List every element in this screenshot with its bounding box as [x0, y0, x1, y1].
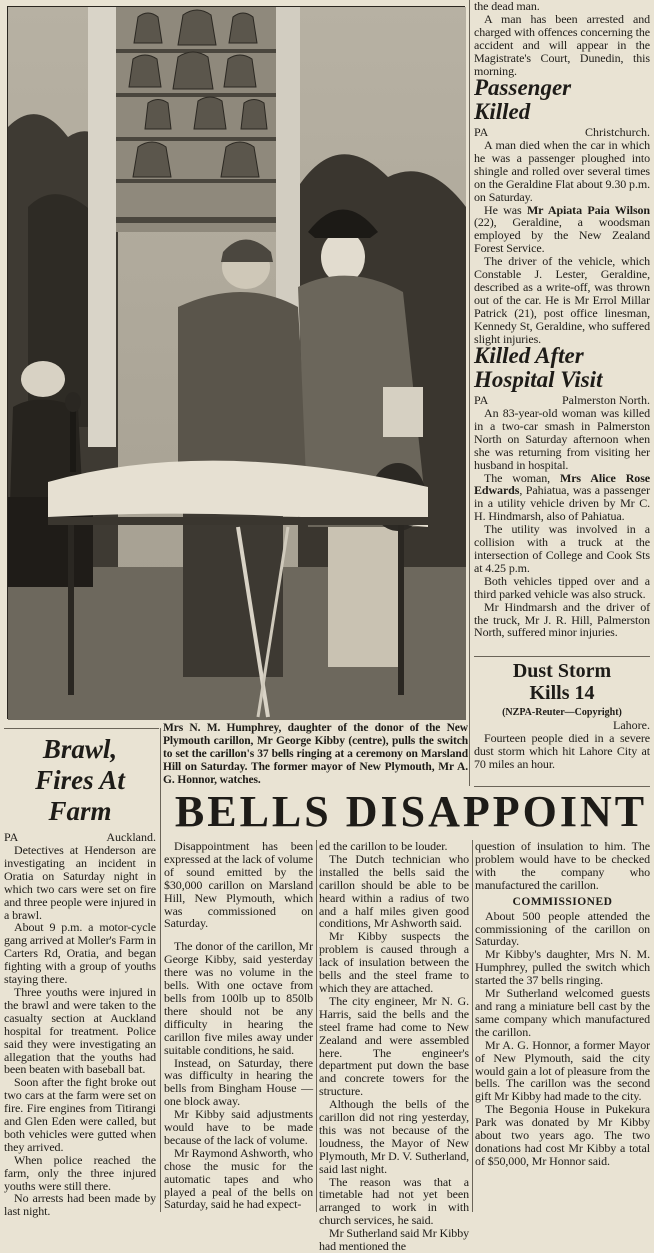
story-dust-storm	[474, 660, 650, 771]
carillon-ceremony-photo	[8, 7, 466, 720]
place: Palmerston North.	[562, 393, 650, 407]
headline: Brawl, Fires At Farm	[35, 734, 125, 826]
paragraph: Mr Raymond Ashworth, who chose the music for the automatic tapes and who played a peal of the bells on Saturday, said he had expect-	[164, 1145, 313, 1212]
paragraph: Detectives at Henderson are investigating an incident in Oratia on Saturday night in which two cars were set on fire and three people were injured in a brawl.	[4, 843, 156, 922]
paragraph: About 9 p.m. a motor-cycle gang arrived at Moller's Farm in Carters Rd, Oratia, and began fighting with a group of youths staying there.	[4, 920, 156, 987]
headline: Dust Storm Kills 14	[512, 660, 612, 704]
paragraph: Soon after the fight broke out two cars at the farm were set on fire. Fire engines from Titirangi and Glen Eden were called, but both vehicles were gutted when they arrived.	[4, 1075, 156, 1154]
bells-column-2	[319, 840, 469, 1253]
paragraph: the dead man.	[474, 0, 540, 13]
paragraph: He was Mr Apiata Paia Wilson (22), Geraldine, a woodsman employed by the New Zealand Forest Service.	[474, 202, 650, 256]
paragraph: The Begonia House in Pukekura Park was donated by Mr Kibby about two years ago. The two donations had cost Mr Kibby a total of $50,000, Mr Honnor said.	[475, 1102, 650, 1168]
agency: PA	[4, 830, 19, 844]
story-rule	[474, 656, 650, 657]
bells-column-3	[475, 840, 650, 1168]
paragraph: Both vehicles tipped over and a third parked vehicle was also struck.	[474, 573, 650, 601]
paragraph: Although the bells of the carillon did not ring yesterday, this was not because of the loudness, the Mayor of New Plymouth, Mr D. V. Sutherland, said last night.	[319, 1097, 469, 1176]
paragraph: ed the carillon to be louder.	[319, 839, 448, 853]
place: Auckland.	[106, 830, 156, 844]
column-rule	[316, 840, 317, 1212]
column-rule	[160, 728, 161, 1212]
photo-caption: Mrs N. M. Humphrey, daughter of the donor of the New Plymouth carillon, Mr George Kibby (centre), pulls the switch to set the carillon's 37 bells ringing at a ceremony on Marsland Hill on Saturday. The former mayor of New Plymouth, Mr A. G. Honnor, watches.	[163, 722, 468, 786]
paragraph: Mr Sutherland welcomed guests and rang a miniature bell cast by the same company which manufactured the carillon.	[475, 986, 650, 1039]
story-brawl-fires-at-farm	[4, 734, 156, 1218]
column-rule	[472, 840, 473, 1212]
paragraph: A man has been arrested and charged with offences concerning the accident and will appear in the Magistrate's Court, Dunedin, this morning.	[474, 11, 650, 78]
paragraph: Mr Sutherland said Mr Kibby had mentioned the	[319, 1226, 469, 1253]
paragraph: Disappointment has been expressed at the lack of volume of sound emitted by the $30,000 carillon on Marsland Hill, New Plymouth, which was commissioned on Saturday.	[164, 839, 313, 931]
paragraph: The driver of the vehicle, which Constable J. Lester, Geraldine, described as a write-off, was thrown out of the car. He is Mr Errol Millar Patrick (21), post office linesman, Kennedy St, Geraldine, who suffered slight injuries.	[474, 254, 650, 346]
headline: Passenger Killed	[474, 75, 572, 124]
paragraph: The donor of the carillon, Mr George Kibby, said yesterday there was no volume in the bells. With one octave from bells from 100lb up to 850lb there should not be any difficulty in hearing the carillon five miles away under suitable conditions, he said.	[164, 939, 313, 1057]
paragraph: Mr A. G. Honnor, a former Mayor of New Plymouth, said the city would gain a lot of pleasure from the bells. The carillon was the second gift Mr Kibby had made to the city.	[475, 1037, 650, 1104]
paragraph: Mr Kibby suspects the problem is caused through a lack of insulation between the bells and the steel frame to which they are attached.	[319, 929, 469, 995]
paragraph: Mr Hindmarsh and the driver of the truck, Mr J. R. Hill, Palmerston North, suffered minor injuries.	[474, 599, 650, 640]
story-accident-continued	[474, 0, 650, 77]
paragraph: Three youths were injured in the brawl and were taken to the casualty section at Auckland hospital for treatment. Police said they were investigating an allegation that the youths had been beaten with baseball bat.	[4, 984, 156, 1077]
paragraph: No arrests had been made by last night.	[4, 1191, 156, 1219]
paragraph: Instead, on Saturday, there was difficulty in hearing the bells from Bingham House — one block away.	[164, 1055, 313, 1109]
news-photo	[7, 6, 465, 719]
paragraph: The reason was that a timetable had not yet been arranged to work in with church services, he said.	[319, 1174, 469, 1228]
bells-column-1	[164, 840, 313, 1211]
paragraph: Mr Kibby said adjustments would have to be made because of the lack of volume.	[164, 1107, 313, 1147]
headline: Killed After Hospital Visit	[474, 343, 603, 392]
story-rule	[4, 728, 159, 729]
paragraph: The Dutch technician who installed the bells said the carillon should be able to be heard within a radius of two and a half miles given good conditions, Mr Ashworth said.	[319, 851, 469, 931]
place: Christchurch.	[585, 125, 650, 139]
story-passenger-killed	[474, 76, 650, 346]
paragraph: The woman, Mrs Alice Rose Edwards, Pahiatua, was a passenger in a utility vehicle driven by Mr C. H. Hindmarsh, also of Pahiatua.	[474, 470, 650, 524]
paragraph: When police reached the farm, only the three injured youths were still there.	[4, 1152, 156, 1193]
paragraph: The utility was involved in a collision with a truck at the intersection of College and Cook Sts at 4.25 p.m.	[474, 522, 650, 575]
story-killed-after-hospital-visit	[474, 344, 650, 639]
paragraph: question of insulation to him. The problem would have to be checked with the company who manufactured the carillon.	[475, 839, 650, 892]
paragraph: The city engineer, Mr N. G. Harris, said the bells and the steel frame had come to New Zealand and were assembled here. The engineer's department put down the base and concrete towers for the structure.	[319, 993, 469, 1099]
credit: (NZPA-Reuter—Copyright)	[502, 707, 622, 718]
paragraph: A man died when the car in which he was a passenger ploughed into shingle and rolled over several times on the Geraldine Flat about 9.30 p.m. on Saturday.	[474, 138, 650, 204]
agency: PA	[474, 125, 489, 139]
paragraph: Fourteen people died in a severe dust storm which hit Lahore City at 70 miles an hour.	[474, 731, 650, 771]
place: Lahore.	[613, 718, 650, 732]
paragraph: An 83-year-old woman was killed in a two-car smash in Palmerston North on Saturday afternoon when she was returning from visiting her husband in hospital.	[474, 406, 650, 472]
paragraph: About 500 people attended the commissioning of the carillon on Saturday.	[475, 908, 650, 949]
main-headline: BELLS DISAPPOINT	[174, 787, 648, 836]
paragraph: Mr Kibby's daughter, Mrs N. M. Humphrey, pulled the switch which started the 37 bells ringing.	[475, 947, 650, 988]
column-rule	[469, 0, 470, 786]
agency: PA	[474, 393, 489, 407]
subhead: COMMISSIONED	[512, 895, 613, 908]
